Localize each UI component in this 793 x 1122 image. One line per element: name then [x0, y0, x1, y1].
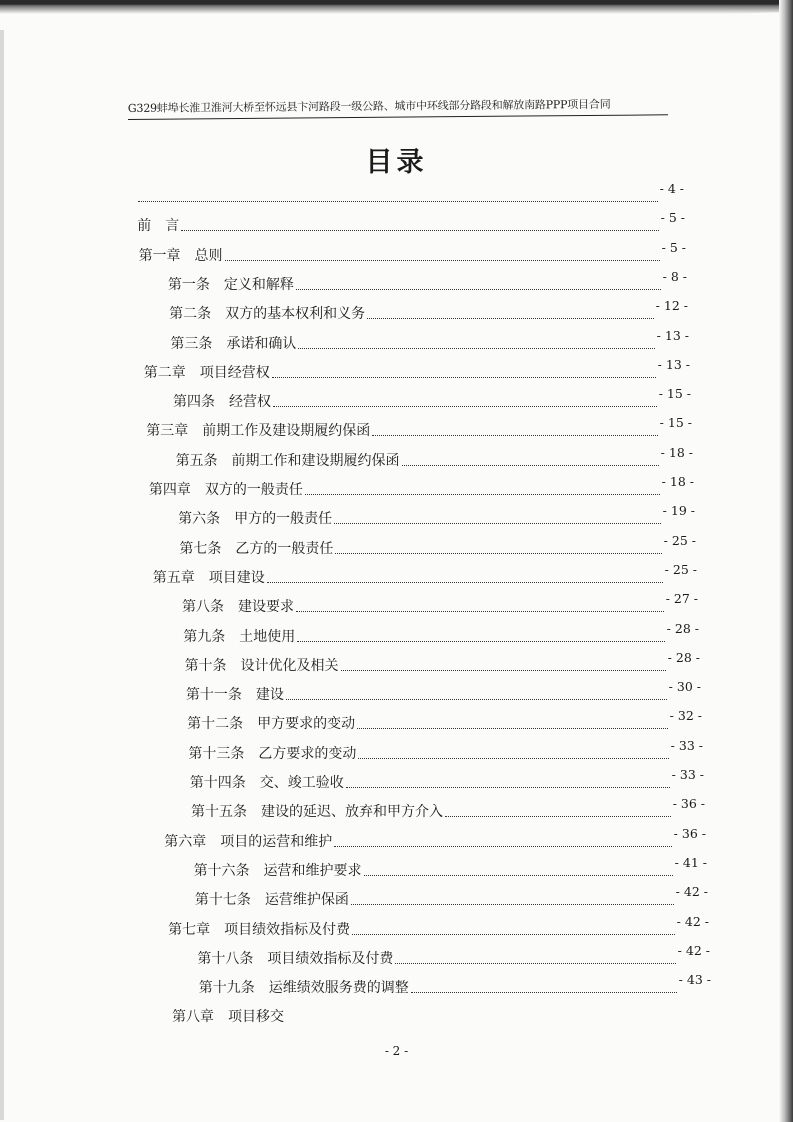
toc-entry-label: 第三章 前期工作及建设期履约保函: [146, 423, 371, 440]
toc-row: [168, 913, 709, 939]
toc-entry-label: 第十条 设计优化及相关: [184, 657, 339, 674]
toc-entry-label: 第四章 双方的一般责任: [148, 482, 303, 498]
toc-entry-label: 第十一条 建设: [185, 687, 284, 704]
toc-entry-label: 第七条 乙方的一般责任: [179, 540, 334, 557]
dot-leader: [341, 660, 666, 671]
toc-entry-page: - 28 -: [666, 620, 699, 636]
toc-row: [136, 180, 684, 206]
toc-row: [153, 561, 697, 587]
toc-entry-label: 第二条 双方的基本权利和义务: [169, 306, 366, 323]
toc-entry-page: - 13 -: [657, 356, 690, 372]
dot-leader: [395, 953, 675, 964]
dot-leader: [367, 308, 654, 319]
dot-leader: [272, 367, 656, 378]
dot-leader: [346, 777, 670, 788]
toc-entry-label: 前 言: [137, 218, 180, 235]
dot-leader: [357, 718, 668, 729]
toc-entry-label: 第六条 甲方的一般责任: [178, 511, 333, 528]
document-header: G329蚌埠长淮卫淮河大桥至怀远县卞河路段一级公路、城市中环线部分路段和解放南路PPP项目合同: [128, 95, 668, 120]
toc-row: [169, 297, 688, 323]
toc-entry-page: - 5 -: [660, 210, 685, 226]
toc-row: [191, 795, 705, 821]
toc-entry-label: 第一条 定义和解释: [167, 276, 294, 293]
dot-leader: [411, 982, 677, 993]
toc-row: [178, 502, 695, 528]
toc-row: [170, 327, 689, 353]
toc-entry-label: 第一章 总则: [138, 247, 223, 264]
toc-entry-page: - 42 -: [676, 913, 709, 929]
toc-entry-label: 第十二条 甲方要求的变动: [187, 716, 356, 733]
dot-leader: [334, 513, 661, 524]
toc-entry-label: 第八条 建设要求: [182, 599, 294, 616]
toc-entry-label: 第二章 项目经营权: [143, 364, 270, 381]
toc-entry-page: - 42 -: [677, 942, 710, 958]
toc-entry-page: - 27 -: [665, 591, 698, 607]
toc-row: [144, 356, 690, 382]
dot-leader: [286, 689, 667, 700]
dot-leader: [351, 894, 674, 905]
dot-leader: [352, 924, 675, 935]
toc-row: [183, 620, 699, 646]
toc-row: [185, 649, 700, 675]
toc-row: [195, 883, 708, 909]
page-title: 目录: [365, 147, 428, 178]
toc-row: [168, 268, 687, 294]
dot-leader: [225, 250, 660, 261]
dot-leader: [372, 425, 657, 436]
toc-entry-label: 第五章 项目建设: [152, 569, 265, 586]
toc-entry-page: - 5 -: [661, 239, 686, 255]
toc-entry-label: 第四条 经营权: [173, 394, 271, 411]
dot-leader: [402, 455, 659, 466]
dot-leader: [273, 396, 657, 407]
toc-entry-page: - 15 -: [658, 386, 691, 402]
toc-row: [197, 942, 710, 968]
toc-row: [182, 590, 698, 616]
toc-entry-label: 第八章 项目移交: [172, 1009, 284, 1026]
dot-leader: [305, 484, 660, 495]
toc-entry-label: 第十六条 运营和维护要求: [193, 862, 362, 879]
toc-row: [176, 444, 693, 470]
toc-row: [164, 825, 706, 851]
dot-leader: [267, 572, 663, 583]
dot-leader: [335, 543, 661, 554]
dot-leader: [358, 748, 668, 759]
toc-entry-page: - 12 -: [655, 298, 688, 314]
dot-leader: [296, 601, 664, 612]
dot-leader: [296, 279, 661, 290]
toc-entry-page: - 42 -: [675, 884, 708, 900]
toc-entry-label: 第十八条 项目绩效指标及付费: [197, 950, 394, 967]
toc-entry-page: - 25 -: [663, 532, 696, 548]
toc-row: [179, 532, 696, 558]
toc-row: [188, 737, 703, 763]
toc-entry-page: - 15 -: [659, 415, 692, 431]
toc-entry-page: - 30 -: [668, 679, 701, 695]
toc-row: [187, 707, 702, 733]
toc-entry-page: - 4 -: [659, 181, 684, 196]
toc-row: [137, 209, 685, 235]
toc-entry-page: - 19 -: [662, 503, 695, 519]
toc-entry-label: 第七章 项目绩效指标及付费: [168, 921, 351, 938]
toc-entry-label: 第十七条 运营维护保函: [194, 892, 349, 909]
toc-entry-label: 第十五条 建设的延迟、放弃和甲方介入: [191, 804, 443, 821]
dot-leader: [298, 338, 654, 349]
toc-row: [194, 854, 707, 880]
toc-entry-page: - 25 -: [664, 561, 697, 577]
toc-entry-page: - 28 -: [667, 649, 700, 665]
toc-row: [173, 385, 691, 411]
dot-leader: [445, 806, 671, 817]
toc-entry-label: 第十三条 乙方要求的变动: [188, 745, 357, 762]
toc-entry-label: 第九条 土地使用: [183, 628, 296, 645]
toc-row: [186, 678, 701, 704]
toc-entry-page: - 36 -: [673, 825, 706, 841]
toc-row: [139, 239, 686, 265]
toc-entry-page: - 8 -: [662, 268, 687, 284]
toc-entry-page: - 18 -: [660, 444, 693, 460]
toc-entry-label: 第三条 承诺和确认: [170, 335, 297, 352]
toc-entry-label: 第十九条 运维绩效服务费的调整: [198, 980, 409, 997]
dot-leader: [334, 836, 671, 847]
dot-leader: [297, 631, 664, 642]
toc-entry-page: - 36 -: [672, 796, 705, 812]
toc-entry-label: 第五条 前期工作和建设期履约保函: [175, 452, 400, 469]
toc-entry-page: - 13 -: [656, 327, 689, 343]
dot-leader: [181, 220, 658, 231]
toc-entry-page: - 33 -: [671, 767, 704, 782]
toc-entry-page: - 43 -: [678, 972, 711, 988]
toc-entry-page: - 32 -: [669, 708, 702, 724]
toc-row: [149, 473, 694, 499]
toc-entry-label: 第六章 项目的运营和维护: [164, 833, 333, 850]
toc-row: [146, 414, 692, 440]
toc-entry-label: 第十四条 交、竣工验收: [189, 775, 344, 791]
toc-entry-page: - 18 -: [661, 474, 694, 489]
toc-entry-page: - 33 -: [670, 737, 703, 753]
dot-leader: [138, 191, 658, 202]
page-number: - 2 -: [384, 1044, 409, 1058]
toc-row: [199, 971, 711, 997]
toc-entry-page: - 41 -: [674, 854, 707, 870]
dot-leader: [364, 865, 673, 876]
toc-row: [172, 1000, 712, 1026]
toc-row: [190, 766, 704, 792]
